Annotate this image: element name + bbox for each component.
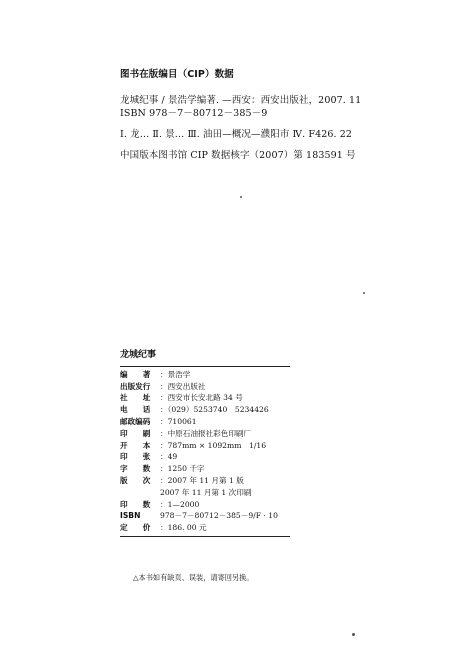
colophon-rule	[120, 366, 290, 367]
row-label: 电 话	[120, 405, 151, 415]
row-label: 字 数	[120, 464, 151, 474]
colophon-row	[120, 510, 290, 522]
row-label: 印 张	[120, 452, 151, 462]
cip-title-line: 龙城纪事 / 景浩学编著. —西安：西安出版社，2007. 11	[120, 95, 362, 106]
cip-block	[120, 68, 440, 162]
row-value: ：2007 年 11 月第 1 版	[160, 475, 244, 485]
row-value: ：186. 00 元	[160, 523, 207, 533]
row-value: ：（029）5253740 5234426	[160, 405, 269, 415]
row-label: 社 址	[120, 393, 151, 403]
cip-record-line: 中国版本图书馆 CIP 数据核字（2007）第 183591 号	[120, 150, 356, 161]
row-label	[120, 487, 160, 499]
row-value: ：49	[160, 452, 178, 462]
colophon-row	[120, 369, 290, 381]
paper-speck	[240, 196, 242, 198]
row-value: ：1250 千字	[160, 464, 205, 474]
row-value: 978－7－80712－385－9/F · 10	[160, 511, 278, 521]
row-label: 邮政编码	[120, 416, 151, 426]
cip-heading: 图书在版编目（CIP）数据	[120, 69, 234, 80]
colophon-row	[120, 499, 290, 511]
colophon-row	[120, 440, 290, 452]
row-label: 开 本	[120, 440, 151, 450]
colophon-row	[120, 404, 290, 416]
row-label: 出版发行	[120, 381, 151, 391]
row-value: ：787mm × 1092mm 1/16	[160, 440, 267, 450]
colophon-block	[120, 350, 290, 539]
colophon-row	[120, 392, 290, 404]
row-label: 印 刷	[120, 428, 151, 438]
row-label: ISBN	[120, 511, 141, 521]
row-value: ：景浩学	[160, 369, 191, 379]
row-value: ：710061	[160, 416, 197, 426]
row-value: ：西安市长安北路 34 号	[160, 393, 243, 403]
colophon-row	[120, 522, 290, 534]
row-value: ：西安出版社	[160, 381, 206, 391]
cip-isbn-line: ISBN 978－7－80712－385－9	[120, 108, 268, 119]
cip-classification-line: Ⅰ. 龙… Ⅱ. 景… Ⅲ. 油田—概况—濮阳市 Ⅳ. F426. 22	[120, 129, 353, 140]
colophon-row	[120, 487, 290, 499]
row-value: ：中原石油报社彩色印刷厂	[160, 428, 252, 438]
row-value: ：1—2000	[160, 499, 200, 509]
row-value: 2007 年 11 月第 1 次印刷	[160, 487, 252, 497]
row-label: 版 次	[120, 475, 151, 485]
colophon-row	[120, 463, 290, 475]
row-label: 定 价	[120, 523, 151, 533]
colophon-row	[120, 475, 290, 487]
paper-speck	[352, 633, 355, 636]
colophon-title: 龙城纪事	[120, 350, 157, 360]
colophon-row	[120, 381, 290, 393]
colophon-bottom-rule	[120, 536, 290, 537]
colophon-row	[120, 428, 290, 440]
paper-speck	[363, 292, 365, 294]
colophon-row	[120, 451, 290, 463]
colophon-row	[120, 416, 290, 428]
replacement-notice: △本书如有缺页、误装，请寄回另换。	[133, 573, 254, 582]
row-label: 编 著	[120, 369, 151, 379]
row-label: 印 数	[120, 499, 151, 509]
